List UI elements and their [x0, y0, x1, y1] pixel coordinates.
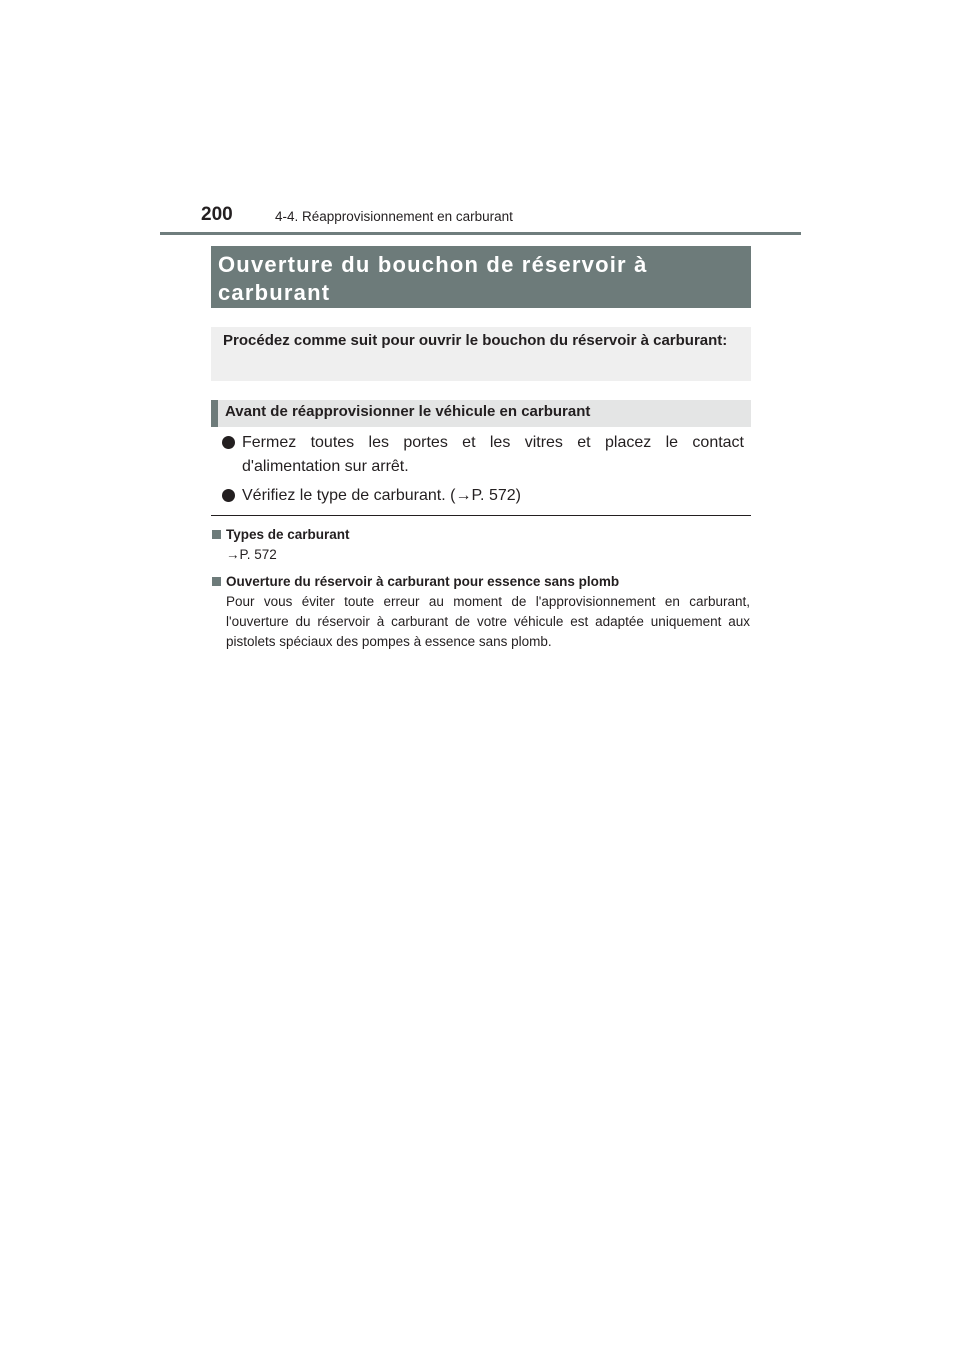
title-banner [211, 246, 751, 308]
square-bullet-icon [212, 530, 221, 539]
intro-text: Procédez comme suit pour ouvrir le bouchon du réservoir à carburant: [223, 332, 728, 349]
notes-divider [211, 515, 751, 516]
note-unleaded-opening [212, 572, 750, 652]
subheading-text: Avant de réapprovisionner le véhicule en carburant [225, 403, 591, 420]
page-title: Ouverture du bouchon de réservoir à carburant [218, 252, 648, 305]
bullet-dot-icon [222, 489, 235, 502]
bullet-text: Vérifiez le type de carburant. (→P. 572) [242, 487, 521, 504]
header-divider [160, 232, 801, 235]
note-body: →P. 572 [226, 547, 277, 562]
bullet-text: Fermez toutes les portes et les vitres et placez le contact d'alimentation sur arrêt. [242, 434, 744, 475]
bullet-item [222, 484, 744, 508]
bullet-dot-icon [222, 436, 235, 449]
note-title: Types de carburant [226, 526, 350, 542]
bullet-list [222, 431, 744, 513]
subheading-bar [211, 400, 751, 427]
section-label: 4-4. Réapprovisionnement en carburant [275, 209, 513, 224]
square-bullet-icon [212, 577, 221, 586]
page-number: 200 [201, 204, 233, 225]
intro-box [211, 327, 751, 381]
note-title: Ouverture du réservoir à carburant pour essence sans plomb [226, 573, 620, 589]
note-fuel-types [212, 525, 750, 565]
bullet-item [222, 431, 744, 479]
note-body: Pour vous éviter toute erreur au moment de l'approvisionnement en carburant, l'ouverture du réservoir à carburant de votre véhicule est adaptée uniquement aux pistolets spéciaux des pompes à essence sans plomb. [226, 594, 750, 649]
